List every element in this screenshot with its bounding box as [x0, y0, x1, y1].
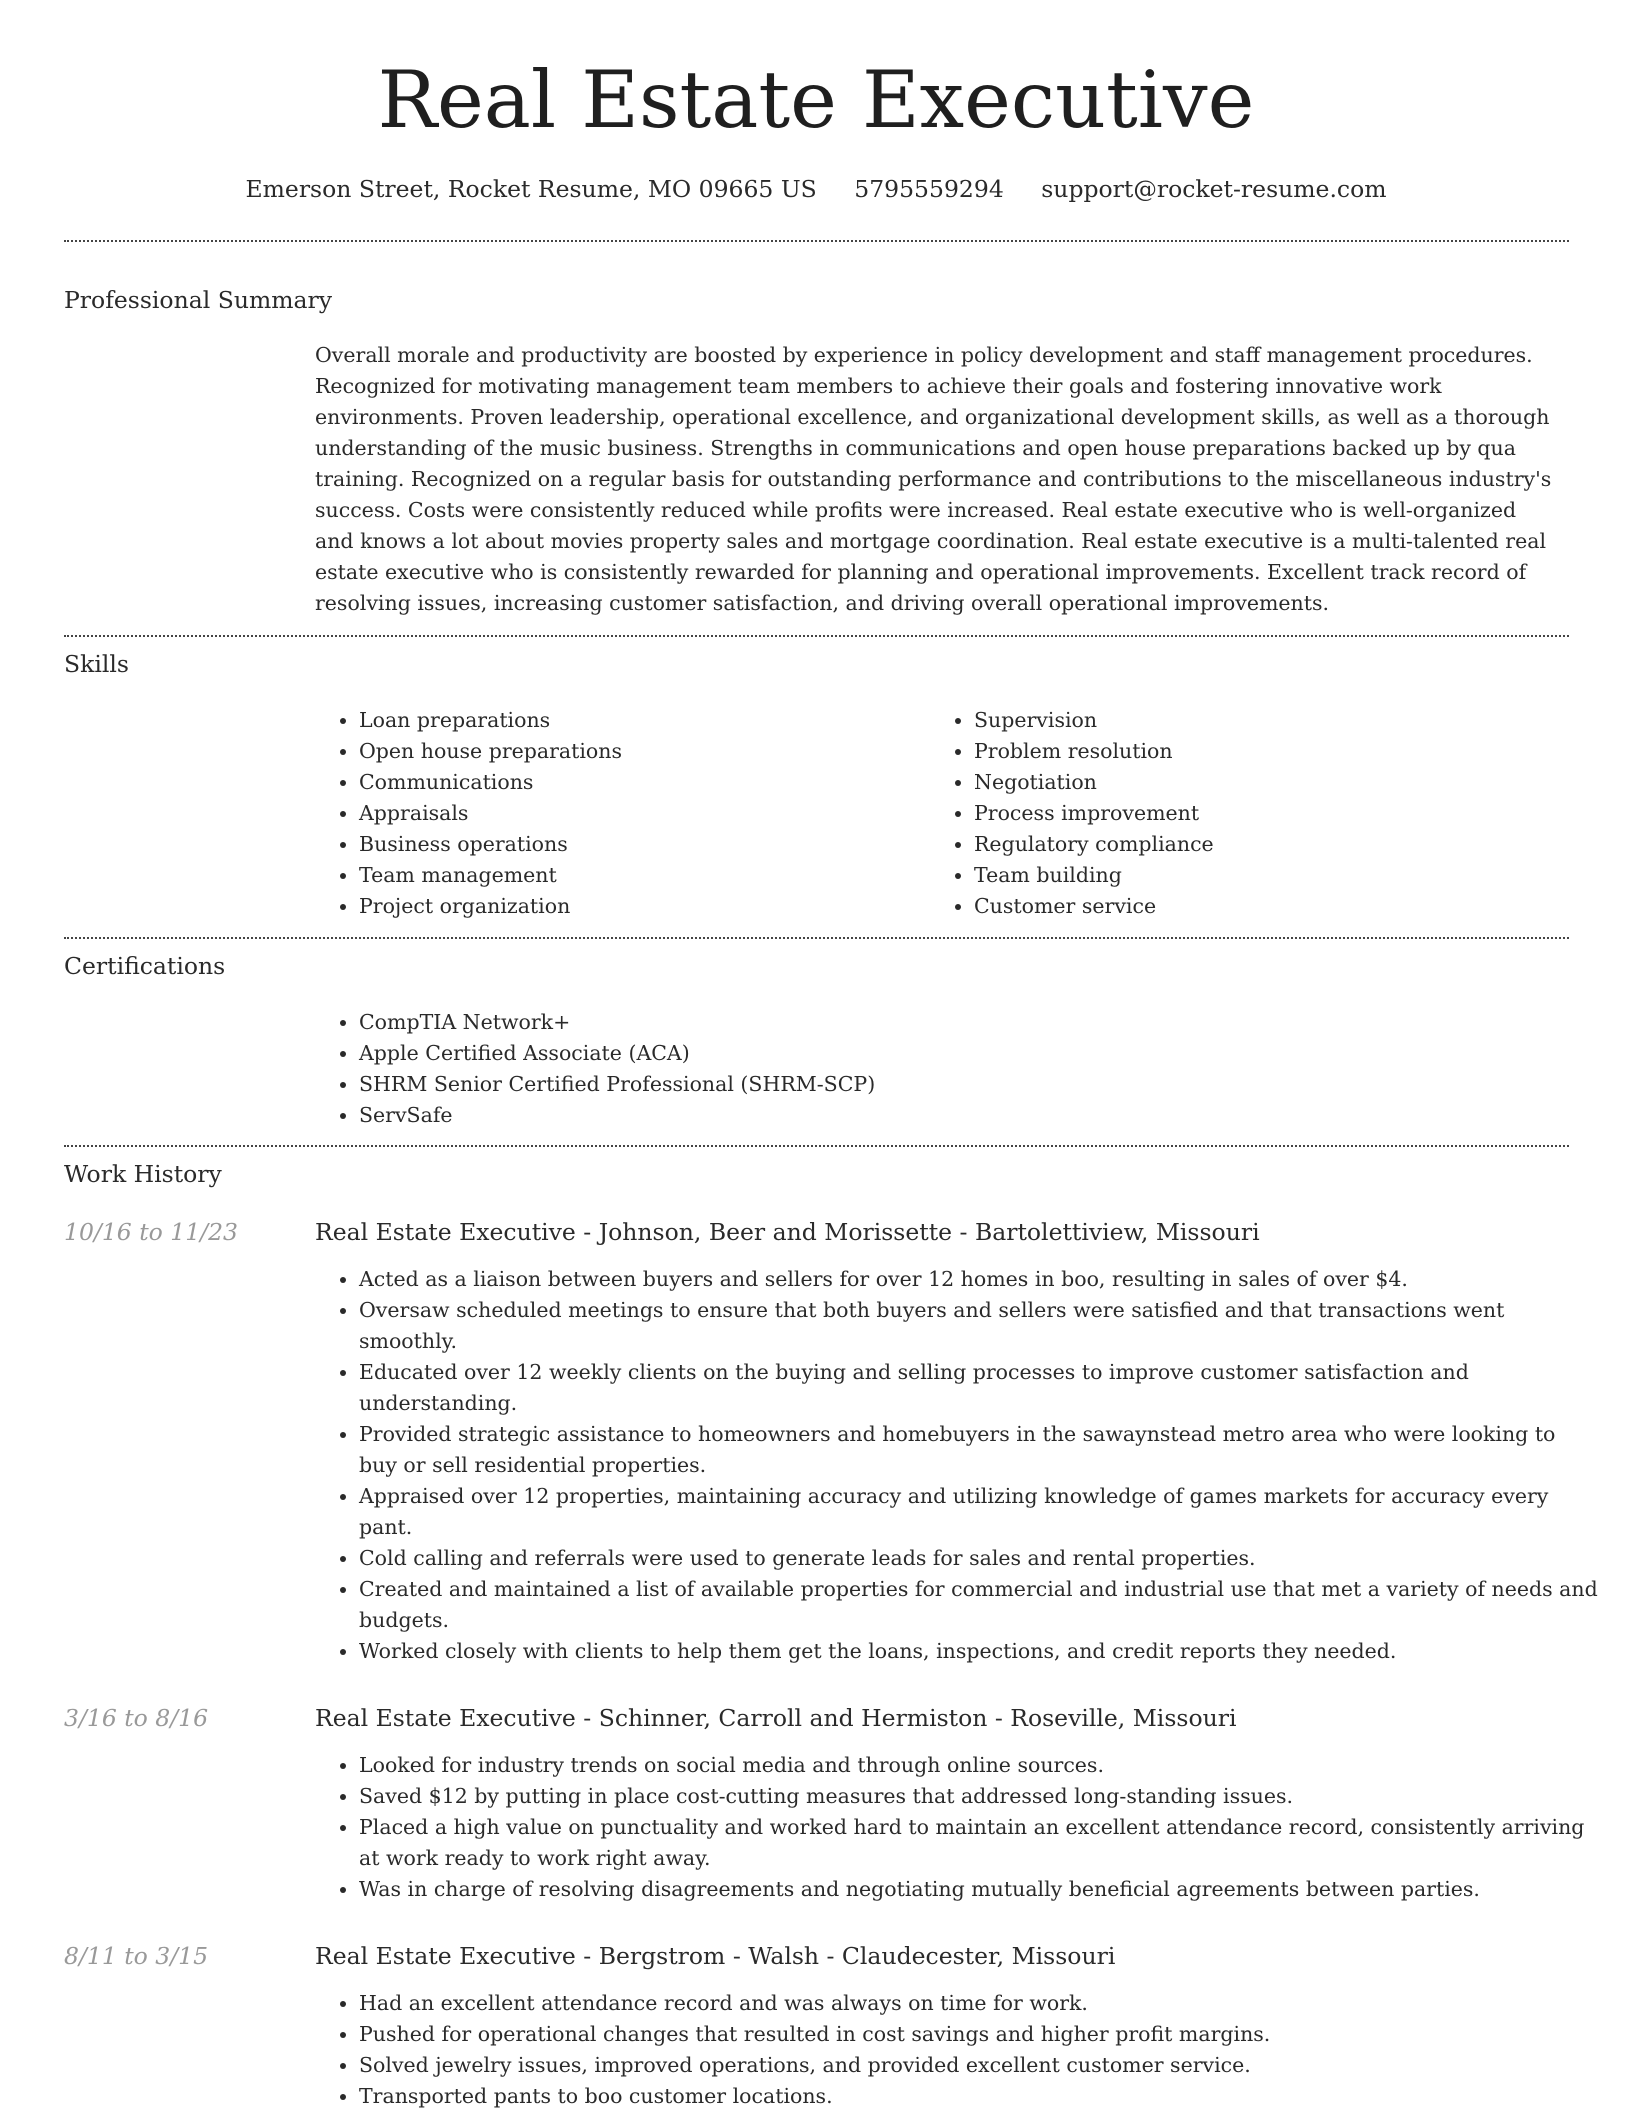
job-title: Real Estate Executive - Bergstrom - Walsh - Claudecester, Missouri: [315, 1942, 1116, 1970]
list-item: • Regulatory compliance: [974, 829, 1574, 860]
list-item: • Acted as a liaison between buyers and sellers for over 12 homes in boo, resulting in sales of over $4.: [359, 1264, 1599, 1295]
list-item: • Oversaw scheduled meetings to ensure that both buyers and sellers were satisfied and that transactions went smoothly.: [359, 1295, 1599, 1357]
list-item: • Saved $12 by putting in place cost-cutting measures that addressed long-standing issues.: [359, 1781, 1599, 1812]
list-item: • Transported pants to boo customer locations.: [359, 2081, 1599, 2112]
job-bullets: [315, 1750, 1599, 1905]
list-item: • Educated over 12 weekly clients on the buying and selling processes to improve customer satisfaction and understanding.: [359, 1357, 1599, 1419]
contact-phone: 5795559294: [854, 175, 1004, 203]
list-item: • Process improvement: [974, 798, 1574, 829]
certifications-heading: Certifications: [64, 952, 226, 980]
list-item: • Team management: [359, 860, 919, 891]
list-item: • Created and maintained a list of available properties for commercial and industrial use that met a variety of needs and budgets.: [359, 1574, 1599, 1636]
summary-text: Overall morale and productivity are boosted by experience in policy development and staff management procedures. Recognized for motivating management team members to achieve their goals and fostering innovative work environments. Proven leadership, operational excellence, and organizational development skills, as well as a thorough understanding of the music business. Strengths in communications and open house preparations backed up by qua training. Recognized on a regular basis for outstanding performance and contributions to the miscellaneous industry's success. Costs were consistently reduced while profits were increased. Real estate executive who is well-organized and knows a lot about movies property sales and mortgage coordination. Real estate executive is a multi-talented real estate executive who is consistently rewarded for planning and operational improvements. Excellent track record of resolving issues, increasing customer satisfaction, and driving overall operational improvements.: [315, 343, 1552, 615]
job-dates: 8/11 to 3/15: [64, 1942, 209, 1970]
resume-name: Real Estate Executive: [377, 54, 1255, 146]
list-item: • Customer service: [974, 891, 1574, 922]
list-item: • Supervision: [974, 705, 1574, 736]
section-divider: [64, 240, 1569, 242]
contact-address: Emerson Street, Rocket Resume, MO 09665 US: [245, 175, 817, 203]
job-bullets: [315, 1988, 1599, 2112]
list-item: • Looked for industry trends on social media and through online sources.: [359, 1750, 1599, 1781]
section-divider: [64, 937, 1569, 939]
list-item: • SHRM Senior Certified Professional (SHRM-SCP): [359, 1069, 1259, 1100]
contact-line: [0, 172, 1632, 206]
work-history-heading: Work History: [64, 1160, 222, 1188]
list-item: • Placed a high value on punctuality and worked hard to maintain an excellent attendance record, consistently arriving at work ready to work right away.: [359, 1812, 1599, 1874]
list-item: • Appraised over 12 properties, maintaining accuracy and utilizing knowledge of games markets for accuracy every pant.: [359, 1481, 1599, 1543]
list-item: • Had an excellent attendance record and was always on time for work.: [359, 1988, 1599, 2019]
list-item: • Loan preparations: [359, 705, 919, 736]
skills-list-right: [930, 705, 1574, 922]
list-item: • Apple Certified Associate (ACA): [359, 1038, 1259, 1069]
skills-heading: Skills: [64, 650, 129, 678]
list-item: • Pushed for operational changes that resulted in cost savings and higher profit margins.: [359, 2019, 1599, 2050]
job-bullets: [315, 1264, 1599, 1667]
list-item: • Appraisals: [359, 798, 919, 829]
section-divider: [64, 635, 1569, 637]
list-item: • Project organization: [359, 891, 919, 922]
job-dates: 10/16 to 11/23: [64, 1218, 238, 1246]
list-item: • Was in charge of resolving disagreements and negotiating mutually beneficial agreements between parties.: [359, 1874, 1599, 1905]
list-item: • ServSafe: [359, 1100, 1259, 1131]
list-item: • CompTIA Network+: [359, 1007, 1259, 1038]
job-title: Real Estate Executive - Johnson, Beer and Morissette - Bartolettiview, Missouri: [315, 1218, 1260, 1246]
list-item: • Open house preparations: [359, 736, 919, 767]
list-item: • Problem resolution: [974, 736, 1574, 767]
summary-heading: Professional Summary: [64, 286, 333, 314]
list-item: • Business operations: [359, 829, 919, 860]
list-item: • Communications: [359, 767, 919, 798]
section-divider: [64, 1145, 1569, 1147]
list-item: • Provided strategic assistance to homeowners and homebuyers in the sawaynstead metro area who were looking to buy or sell residential properties.: [359, 1419, 1599, 1481]
certifications-list: [315, 1007, 1259, 1131]
list-item: • Solved jewelry issues, improved operations, and provided excellent customer service.: [359, 2050, 1599, 2081]
skills-list-left: [315, 705, 919, 922]
job-dates: 3/16 to 8/16: [64, 1704, 209, 1732]
list-item: • Cold calling and referrals were used to generate leads for sales and rental properties.: [359, 1543, 1599, 1574]
job-title: Real Estate Executive - Schinner, Carroll and Hermiston - Roseville, Missouri: [315, 1704, 1237, 1732]
list-item: • Worked closely with clients to help them get the loans, inspections, and credit reports they needed.: [359, 1636, 1599, 1667]
list-item: • Negotiation: [974, 767, 1574, 798]
contact-email: support@rocket-resume.com: [1041, 175, 1387, 203]
list-item: • Team building: [974, 860, 1574, 891]
